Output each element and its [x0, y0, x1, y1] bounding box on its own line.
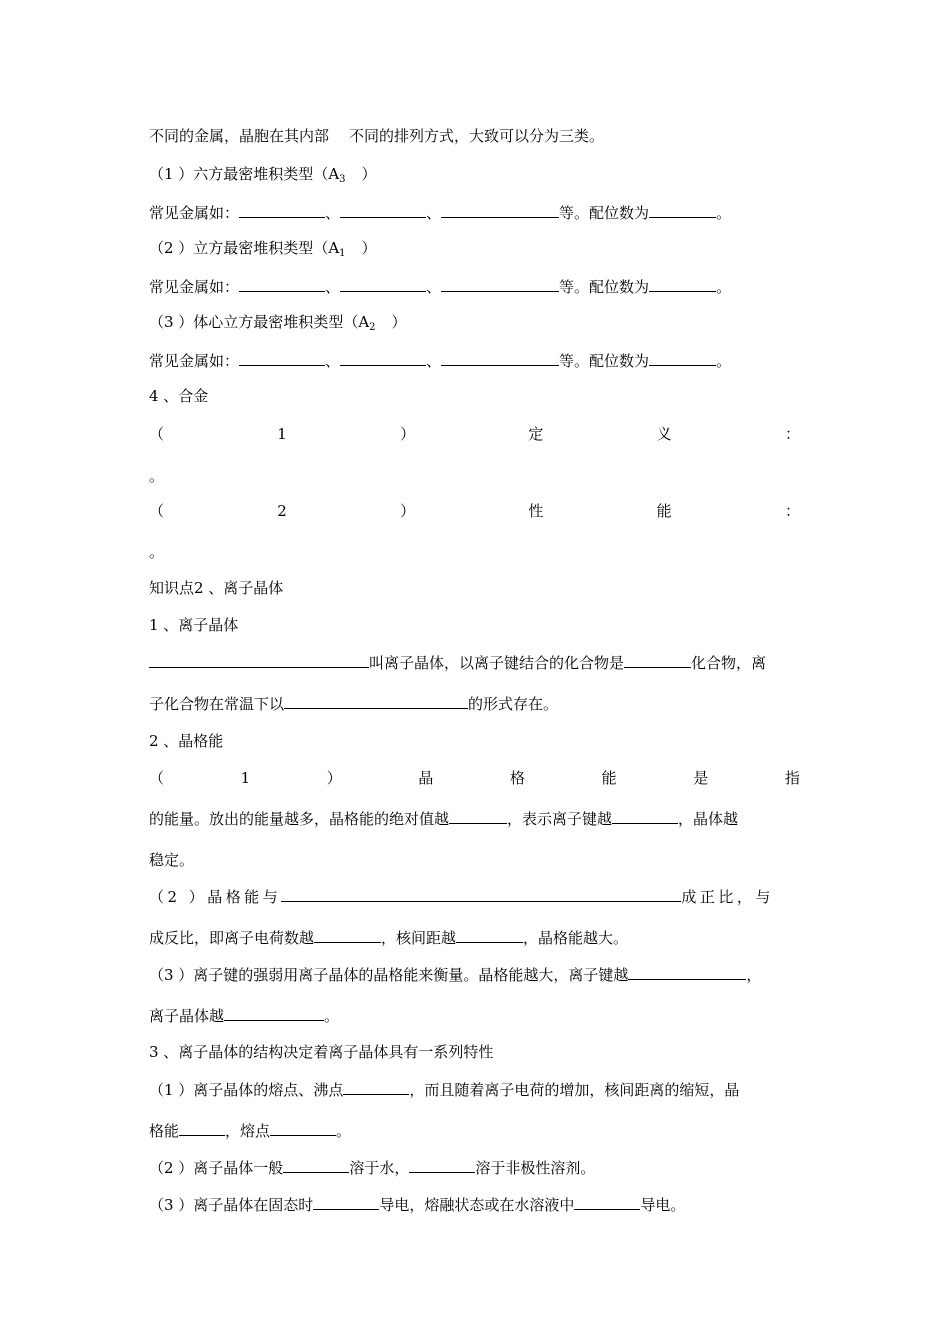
property-solubility-line: （2 ）离子晶体一般 溶于水， 溶于非极性溶剂。: [149, 1159, 596, 1177]
subheading-ionic-crystal: 1 、离子晶体: [149, 616, 239, 634]
lattice-energy-line: 的能量。放出的能量越多，晶格能的绝对值越 ，表示离子键越 ，晶体越: [149, 810, 739, 828]
blank[interactable]: [441, 202, 559, 218]
alloy-property-end: 。: [149, 543, 165, 561]
alloy-definition-end: 。: [149, 467, 165, 485]
blank[interactable]: [313, 1194, 379, 1210]
blank[interactable]: [340, 202, 426, 218]
alloy-heading: 4 、合金: [149, 387, 209, 405]
subheading-properties: 3 、离子晶体的结构决定着离子晶体具有一系列特性: [149, 1043, 494, 1061]
alloy-definition-line: （ 1 ） 定 义 ：: [149, 425, 800, 443]
blank[interactable]: [314, 927, 381, 943]
ionic-def-line-1: 叫离子晶体，以离子键结合的化合物是 化合物，离: [149, 652, 766, 673]
packing-type-a3: （1 ）六方最密堆积类型（$A_3$ ）: [149, 165, 377, 185]
blank[interactable]: [239, 202, 325, 218]
blank[interactable]: [149, 652, 369, 668]
blank[interactable]: [409, 1157, 475, 1173]
blank[interactable]: [649, 276, 716, 292]
lattice-def-line: （ 1 ） 晶 格 能 是 指: [149, 769, 800, 787]
lattice-proportional-line: （2 ）晶格能与 成正比，与: [149, 888, 774, 906]
metal-line-a1: 常见金属如： 、 、 等。配位数为 。: [149, 278, 732, 296]
blank[interactable]: [612, 808, 678, 824]
blank[interactable]: [343, 1079, 409, 1095]
blank[interactable]: [441, 350, 559, 366]
section-heading-ionic-crystal: 知识点2 、离子晶体: [149, 579, 284, 597]
blank[interactable]: [284, 693, 468, 709]
bond-strength-line: （3 ）离子键的强弱用离子晶体的晶格能来衡量。晶格能越大，离子键越 ，: [149, 966, 762, 984]
blank[interactable]: [649, 350, 716, 366]
lattice-inverse-line: 成反比，即离子电荷数越 ，核间距越 ，晶格能越大。: [149, 929, 629, 947]
blank[interactable]: [281, 886, 681, 902]
packing-type-a2: （3 ）体心立方最密堆积类型（$A_2$ ）: [149, 313, 407, 333]
blank[interactable]: [283, 1157, 349, 1173]
blank[interactable]: [239, 276, 325, 292]
subheading-lattice-energy: 2 、晶格能: [149, 732, 224, 750]
property-conductivity-line: （3 ）离子晶体在固态时 导电，熔融状态或在水溶液中 导电。: [149, 1196, 686, 1214]
blank[interactable]: [649, 202, 716, 218]
blank[interactable]: [239, 350, 325, 366]
blank[interactable]: [340, 350, 426, 366]
packing-type-a1: （2 ）立方最密堆积类型（$A_1$ ）: [149, 239, 377, 259]
intro-text-2: 不同的排列方式，大致可以分为三类。: [349, 127, 605, 145]
blank[interactable]: [224, 1005, 324, 1021]
blank[interactable]: [624, 652, 691, 668]
blank[interactable]: [456, 927, 523, 943]
blank[interactable]: [340, 276, 426, 292]
lattice-stable-line: 稳定。: [149, 851, 195, 869]
blank[interactable]: [449, 808, 507, 824]
ionic-def-line-2: 子化合物在常温下以 的形式存在。: [149, 695, 559, 713]
metal-line-a3: 常见金属如： 、 、 等。配位数为 。: [149, 204, 732, 222]
blank[interactable]: [441, 276, 559, 292]
blank[interactable]: [574, 1194, 640, 1210]
metal-line-a2: 常见金属如： 、 、 等。配位数为 。: [149, 352, 732, 370]
alloy-property-line: （ 2 ） 性 能 ：: [149, 502, 800, 520]
blank[interactable]: [628, 964, 746, 980]
property-melting-line-1: （1 ）离子晶体的熔点、沸点 ，而且随着离子电荷的增加，核间距离的缩短，晶: [149, 1081, 740, 1099]
intro-line: [149, 126, 604, 146]
blank[interactable]: [179, 1120, 225, 1136]
property-melting-line-2: 格能 ，熔点 。: [149, 1122, 352, 1140]
blank[interactable]: [270, 1120, 336, 1136]
intro-text-1: 不同的金属，晶胞在其内部: [149, 127, 330, 145]
crystal-stability-line: 离子晶体越 。: [149, 1007, 340, 1025]
